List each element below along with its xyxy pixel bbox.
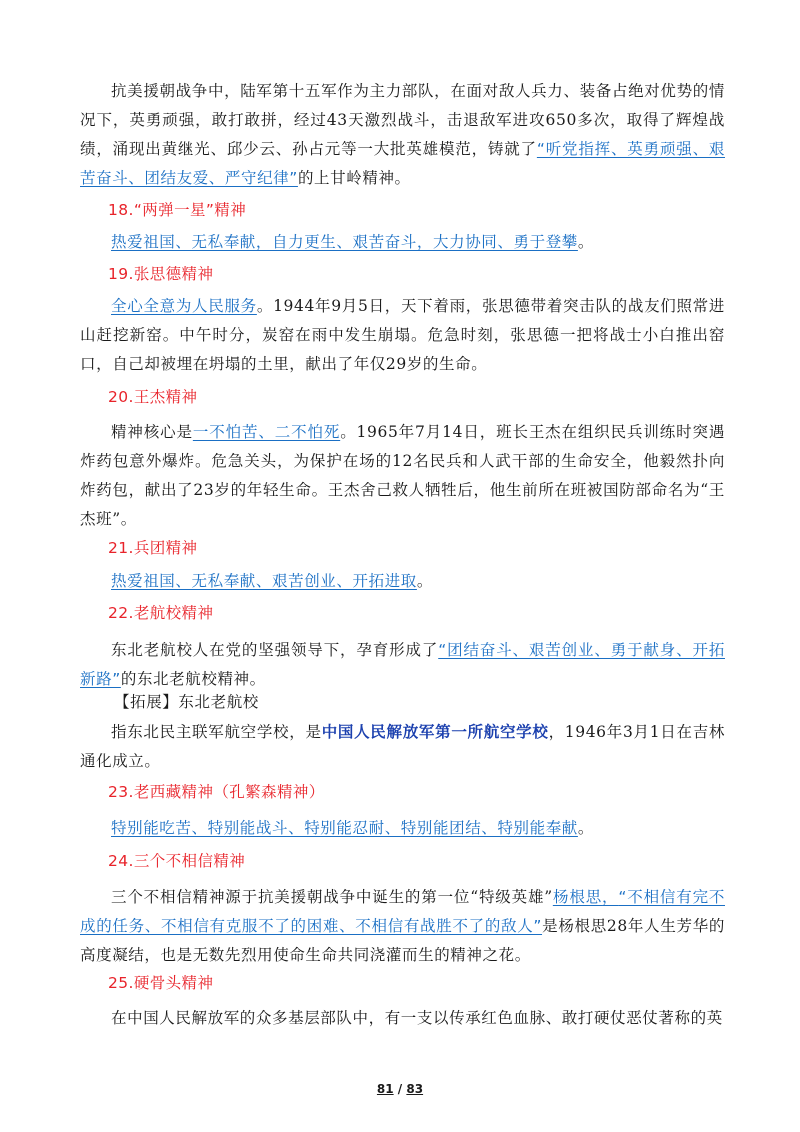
heading-20: 20.王杰精神 — [108, 388, 198, 406]
highlight-18: 热爱祖国、无私奉献，自力更生、艰苦奋斗，大力协同、勇于登攀 — [111, 233, 578, 251]
highlight-22: “团结奋斗、艰苦创业、勇于献身、开拓新路” — [80, 641, 725, 688]
heading-19: 19.张思德精神 — [108, 265, 214, 283]
text: ，1946年3月1日在吉林通化成立。 — [80, 723, 725, 770]
highlight-24-quote: “不相信有完不成的任务、不相信有克服不了的困难、不相信有战胜不了的敌人” — [80, 888, 725, 935]
text: 。 — [416, 572, 434, 590]
highlight-24-name: 杨根思 — [552, 888, 603, 906]
paragraph-23 — [80, 814, 725, 843]
paragraph-25: 在中国人民解放军的众多基层部队中，有一支以传承红色血脉、敢打硬仗恶仗著称的英 — [111, 1009, 723, 1027]
page-total: 83 — [406, 1082, 424, 1096]
text: 指东北民主联军航空学校，是 — [111, 723, 322, 741]
paragraph-24 — [80, 883, 725, 970]
text: 。 — [577, 233, 595, 251]
paragraph-20 — [80, 418, 725, 534]
paragraph-extension — [80, 718, 725, 776]
extension-title — [114, 688, 725, 717]
heading-18: 18.“两弹一星”精神 — [108, 201, 247, 219]
text: 的上甘岭精神。 — [297, 169, 411, 187]
page-separator: / — [393, 1082, 407, 1096]
extension-title-text: 【拓展】东北老航校 — [114, 693, 259, 711]
text: 精神核心是 — [111, 423, 193, 441]
text: 抗美援朝战争中，陆军第十五军作为主力部队，在面对敌人兵力、装备占绝对优势的情况下，英勇顽强，敢打敢拼，经过43天激烈战斗，击退敌军进攻650多次，取得了辉煌战绩，涌现出黄继光、邱少云、孙占元等一大批英雄模范，铸就了 — [80, 82, 725, 158]
text: 。1965年7月14日，班长王杰在组织民兵训练时突遇炸药包意外爆炸。危急关头，为保护在场的12名民兵和人武干部的生命安全，他毅然扑向炸药包，献出了23岁的年轻生命。王杰舍己救人牺牲后，他生前所在班被国防部命名为“王杰班”。 — [80, 423, 725, 528]
heading-21: 21.兵团精神 — [108, 539, 198, 557]
text: 的东北老航校精神。 — [120, 670, 266, 688]
text: 三个不相信精神源于抗美援朝战争中诞生的第一位“特级英雄” — [111, 888, 553, 906]
text: 。 — [577, 819, 595, 837]
text: 东北老航校人在党的坚强领导下，孕育形成了 — [111, 641, 439, 659]
paragraph-19 — [80, 292, 725, 379]
highlight-shangganling-spirit: “听党指挥、英勇顽强、艰苦奋斗、团结友爱、严守纪律” — [80, 140, 725, 187]
highlight-24-sep: ， — [602, 888, 619, 906]
bold-highlight-extension: 中国人民解放军第一所航空学校 — [321, 723, 549, 741]
highlight-20: 一不怕苦、二不怕死 — [192, 423, 341, 441]
paragraph-shangganling — [80, 77, 725, 193]
text: 是杨根思28年人生芳华的高度凝结，也是无数先烈用使命生命共同浇灌而生的精神之花。 — [80, 917, 725, 964]
heading-22: 22.老航校精神 — [108, 604, 214, 622]
heading-24: 24.三个不相信精神 — [108, 852, 246, 870]
heading-23: 23.老西藏精神（孔繁森精神） — [108, 783, 325, 801]
highlight-23: 特别能吃苦、特别能战斗、特别能忍耐、特别能团结、特别能奉献 — [111, 819, 578, 837]
highlight-21: 热爱祖国、无私奉献、艰苦创业、开拓进取 — [111, 572, 417, 590]
paragraph-22 — [80, 636, 725, 694]
paragraph-21 — [80, 567, 725, 596]
page-number — [0, 1082, 800, 1096]
heading-25: 25.硬骨头精神 — [108, 974, 214, 992]
text: 。1944年9月5日，天下着雨，张思德带着突击队的战友们照常进山赶挖新窑。中午时分，炭窑在雨中发生崩塌。危急时刻，张思德一把将战士小白推出窑口，自己却被埋在坍塌的土里，献出了年仅29岁的生命。 — [80, 297, 725, 373]
paragraph-18 — [80, 228, 725, 257]
highlight-19: 全心全意为人民服务 — [111, 297, 257, 315]
page-current: 81 — [376, 1082, 394, 1096]
